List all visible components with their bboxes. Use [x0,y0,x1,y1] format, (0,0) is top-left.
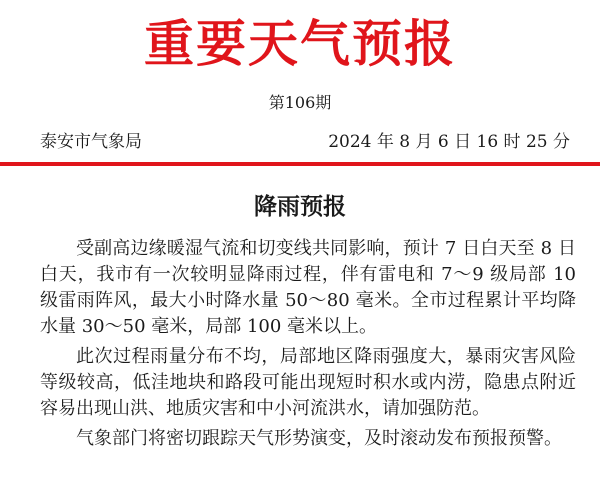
issuing-agency: 泰安市气象局 [40,132,142,152]
paragraph: 此次过程雨量分布不均，局部地区降雨强度大，暴雨灾害风险等级较高，低洼地块和路段可能出现短时积水或内涝，隐患点附近容易出现山洪、地质灾害和中小河流洪水，请加强防范。 [40,346,576,419]
paragraph: 受副高边缘暖湿气流和切变线共同影响，预计 7 日白天至 8 日白天，我市有一次较明显降雨过程，伴有雷电和 7～9 级局部 10 级雷雨阵风，最大小时降水量 50～80 毫米。全市过程累计平均降水量 30～50 毫米，局部 100 毫米以上。 [40,238,576,337]
issue-datetime: 2024 年 8 月 6 日 16 时 25 分 [328,132,570,152]
article-title: 降雨预报 [254,194,346,220]
paragraph: 气象部门将密切跟踪天气形势演变，及时滚动发布预报预警。 [76,428,562,449]
issue-number: 第106期 [268,93,332,112]
masthead-title: 重要天气预报 [144,15,456,73]
red-divider-line [0,162,600,166]
article-body [40,236,576,456]
